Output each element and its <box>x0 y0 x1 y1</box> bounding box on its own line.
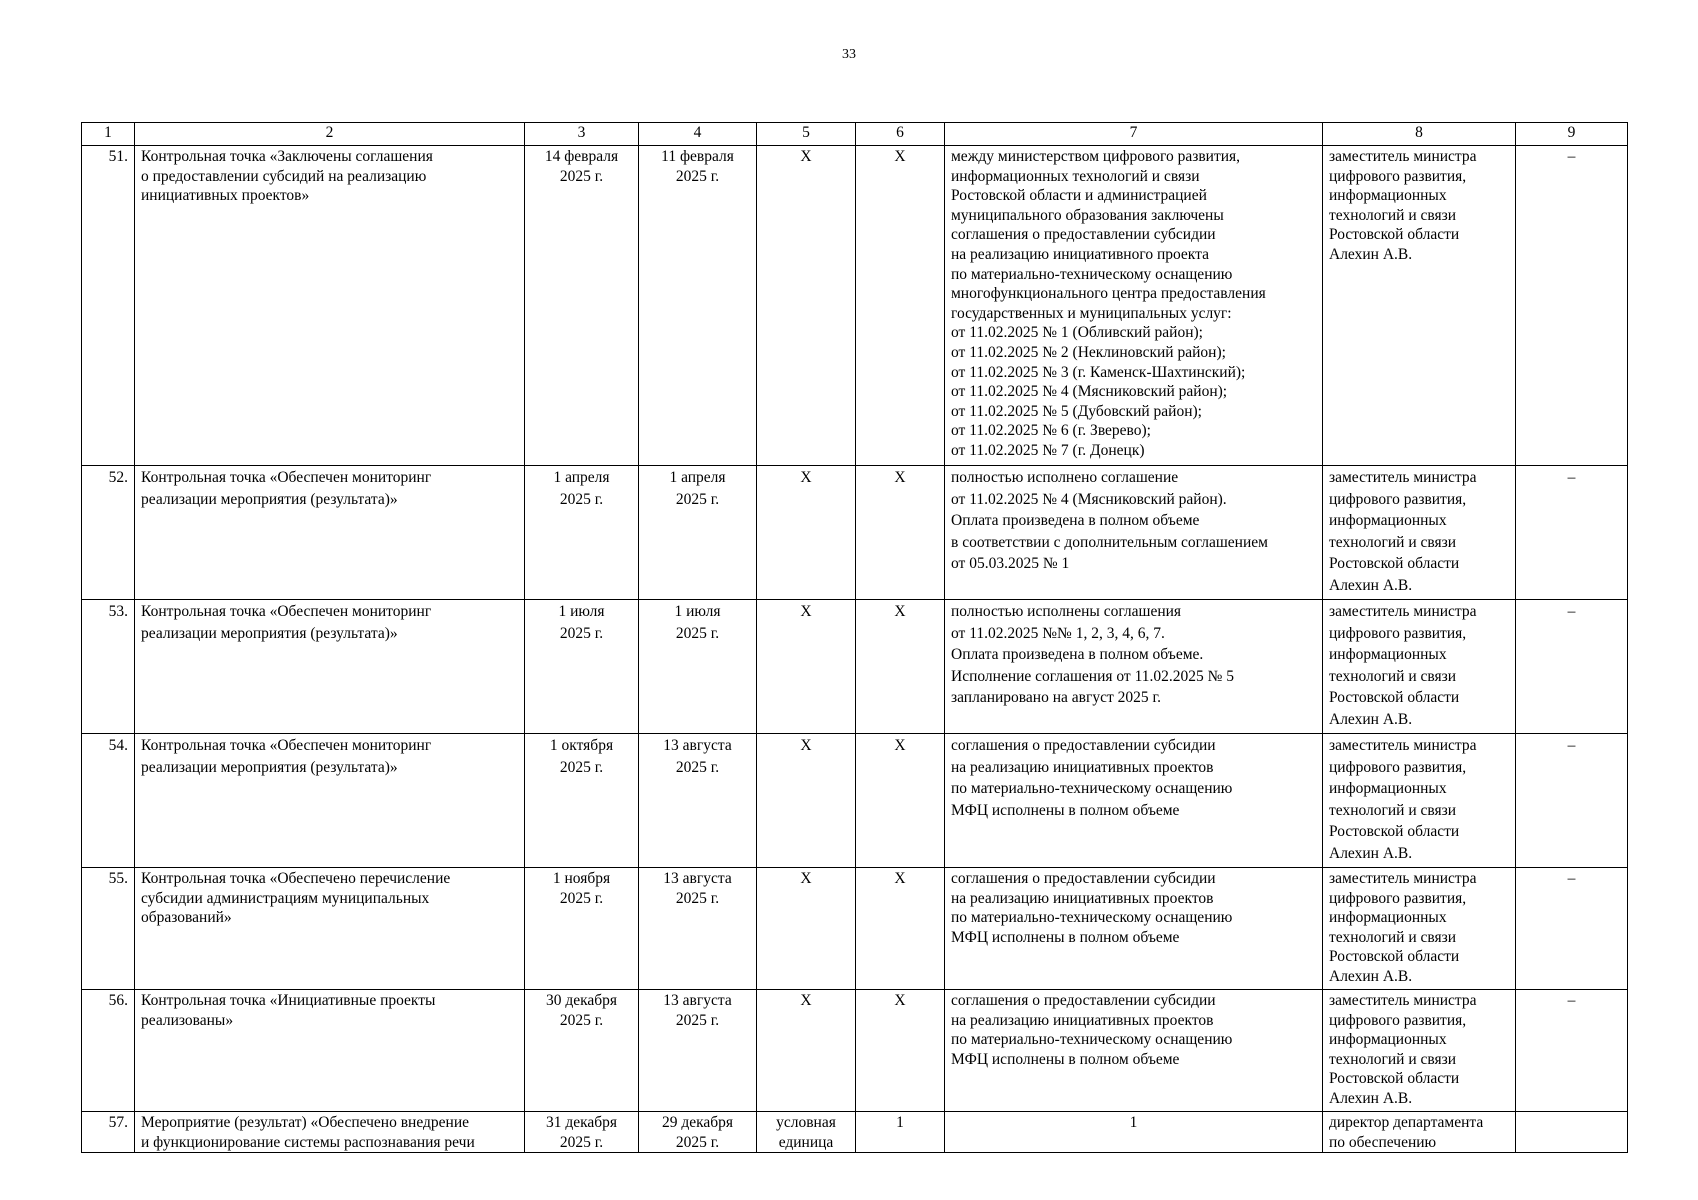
cell-line: Ростовской области и администрацией <box>951 187 1207 205</box>
unit-cell <box>757 734 856 868</box>
cell-line: 11 февраля <box>661 148 734 165</box>
cell-text: 1 <box>896 1114 904 1131</box>
cell-line: цифрового развития, <box>1329 758 1467 776</box>
cell-line: 1 июля <box>674 603 721 620</box>
cell-line: цифрового развития, <box>1329 490 1467 508</box>
cell-line: 2025 г. <box>675 1011 720 1029</box>
fact-date-cell <box>639 600 757 734</box>
name-cell <box>135 990 525 1112</box>
cell-line: 2025 г. <box>559 624 604 642</box>
cell-line: информационных <box>1329 1031 1447 1049</box>
plan-value-cell <box>856 990 945 1112</box>
table-row <box>82 146 1628 466</box>
cell-line: между министерством цифрового развития, <box>951 148 1241 165</box>
cell-line: от 11.02.2025 № 7 (г. Донецк) <box>951 441 1145 459</box>
cell-line: заместитель министра <box>1329 992 1477 1009</box>
col9-cell <box>1516 146 1628 466</box>
cell-line: заместитель министра <box>1329 148 1477 165</box>
cell-line: от 05.03.2025 № 1 <box>951 555 1070 572</box>
cell-line: о предоставлении субсидий на реализацию <box>141 167 427 185</box>
name-cell <box>135 600 525 734</box>
cell-text: 54. <box>108 737 128 754</box>
cell-line: 1 октября <box>549 737 614 754</box>
col9-cell <box>1516 868 1628 990</box>
cell-line: Алехин А.В. <box>1329 1089 1413 1107</box>
cell-line: Исполнение соглашения от 11.02.2025 № 5 <box>951 667 1235 685</box>
cell-line: полностью исполнены соглашения <box>951 603 1182 620</box>
row-number-cell <box>82 466 135 600</box>
cell-line: Контрольная точка «Обеспечен мониторинг <box>141 469 432 486</box>
cell-line: информационных <box>1329 909 1447 927</box>
table-row <box>82 466 1628 600</box>
cell-line: 1 апреля <box>669 469 726 486</box>
header-cell: 6 <box>856 123 945 146</box>
header-cell: 1 <box>82 123 135 146</box>
name-cell <box>135 868 525 990</box>
cell-line: по материально-техническому оснащению <box>951 1031 1233 1049</box>
responsible-cell <box>1323 990 1516 1112</box>
cell-line: информационных технологий и связи <box>951 167 1200 185</box>
cell-line: образований» <box>141 909 232 927</box>
table-row <box>82 1112 1628 1153</box>
plan-date-cell <box>525 146 639 466</box>
cell-line: Алехин А.В. <box>1329 245 1413 263</box>
cell-text: 53. <box>108 603 128 620</box>
cell-line: на реализацию инициативных проектов <box>951 889 1214 907</box>
cell-line: государственных и муниципальных услуг: <box>951 304 1232 322</box>
cell-text: – <box>1567 992 1576 1009</box>
cell-line: 31 декабря <box>545 1114 618 1131</box>
cell-line: цифрового развития, <box>1329 889 1467 907</box>
responsible-cell <box>1323 146 1516 466</box>
cell-line: цифрового развития, <box>1329 1011 1467 1029</box>
cell-text: – <box>1567 148 1576 165</box>
cell-line: 2025 г. <box>559 490 604 508</box>
cell-line: информационных <box>1329 512 1447 529</box>
cell-line: на реализацию инициативных проектов <box>951 1011 1214 1029</box>
cell-line: технологий и связи <box>1329 928 1457 946</box>
cell-line: соглашения о предоставлении субсидии <box>951 992 1216 1009</box>
cell-line: соглашения о предоставлении субсидии <box>951 226 1216 244</box>
result-cell <box>945 734 1323 868</box>
cell-line: Контрольная точка «Заключены соглашения <box>141 148 433 165</box>
header-cell: 7 <box>945 123 1323 146</box>
col9-cell <box>1516 1112 1628 1153</box>
cell-line: реализации мероприятия (результата)» <box>141 490 398 508</box>
cell-line: 2025 г. <box>559 889 604 907</box>
name-cell <box>135 1112 525 1153</box>
cell-line: от 11.02.2025 № 1 (Обливский район); <box>951 324 1203 342</box>
cell-line: технологий и связи <box>1329 801 1457 819</box>
cell-line: 2025 г. <box>675 490 720 508</box>
cell-line: в соответствии с дополнительным соглашением <box>951 533 1268 551</box>
report-table <box>81 122 1628 1153</box>
cell-line: Контрольная точка «Инициативные проекты <box>141 992 436 1009</box>
cell-line: 2025 г. <box>675 1133 720 1151</box>
cell-line: информационных <box>1329 780 1447 797</box>
responsible-cell <box>1323 1112 1516 1153</box>
cell-line: по материально-техническому оснащению <box>951 780 1233 797</box>
responsible-cell <box>1323 734 1516 868</box>
cell-line: и функционирование системы распознавания речи <box>141 1133 475 1151</box>
cell-line: Ростовской области <box>1329 555 1460 572</box>
cell-line: X <box>800 469 812 486</box>
fact-date-cell <box>639 466 757 600</box>
plan-date-cell <box>525 990 639 1112</box>
cell-line: технологий и связи <box>1329 1050 1457 1068</box>
plan-date-cell <box>525 600 639 734</box>
cell-line: 2025 г. <box>559 1133 604 1151</box>
cell-line: 1 июля <box>558 603 605 620</box>
cell-text: 57. <box>108 1114 128 1131</box>
cell-line: Контрольная точка «Обеспечен мониторинг <box>141 737 432 754</box>
fact-date-cell <box>639 146 757 466</box>
cell-line: по материально-техническому оснащению <box>951 265 1233 283</box>
cell-line: Алехин А.В. <box>1329 967 1413 985</box>
cell-line: от 11.02.2025 № 4 (Мясниковский район); <box>951 383 1228 401</box>
cell-line: многофункционального центра предоставления <box>951 285 1266 303</box>
unit-cell <box>757 990 856 1112</box>
result-cell <box>945 868 1323 990</box>
plan-date-cell <box>525 734 639 868</box>
cell-line: реализации мероприятия (результата)» <box>141 624 398 642</box>
cell-line: Ростовской области <box>1329 1070 1460 1088</box>
plan-value-cell <box>856 734 945 868</box>
result-cell <box>945 600 1323 734</box>
plan-date-cell <box>525 868 639 990</box>
cell-line: Ростовской области <box>1329 226 1460 244</box>
row-number-cell <box>82 990 135 1112</box>
cell-line: МФЦ исполнены в полном объеме <box>951 801 1180 819</box>
cell-line: 2025 г. <box>675 624 720 642</box>
cell-line: технологий и связи <box>1329 206 1457 224</box>
plan-value-cell <box>856 1112 945 1153</box>
cell-line: реализации мероприятия (результата)» <box>141 758 398 776</box>
responsible-cell <box>1323 600 1516 734</box>
cell-line: технологий и связи <box>1329 667 1457 685</box>
cell-line: цифрового развития, <box>1329 624 1467 642</box>
plan-value-cell <box>856 146 945 466</box>
row-number-cell <box>82 600 135 734</box>
cell-line: МФЦ исполнены в полном объеме <box>951 1050 1180 1068</box>
cell-text: X <box>894 870 906 887</box>
cell-line: инициативных проектов» <box>141 187 310 205</box>
cell-line: запланировано на август 2025 г. <box>951 689 1161 706</box>
cell-line: информационных <box>1329 187 1447 205</box>
cell-line: субсидии администрациям муниципальных <box>141 889 430 907</box>
cell-line: от 11.02.2025 № 3 (г. Каменск-Шахтинский); <box>951 363 1246 381</box>
row-number-cell <box>82 146 135 466</box>
name-cell <box>135 734 525 868</box>
row-number-cell <box>82 868 135 990</box>
cell-text: 56. <box>108 992 128 1009</box>
cell-line: 1 <box>1129 1114 1138 1131</box>
cell-line: от 11.02.2025 № 6 (г. Зверево); <box>951 422 1151 440</box>
responsible-cell <box>1323 466 1516 600</box>
cell-line: на реализацию инициативных проектов <box>951 758 1214 776</box>
cell-text: X <box>894 737 906 754</box>
cell-line: Мероприятие (результат) «Обеспечено внедрение <box>141 1114 469 1131</box>
cell-line: Алехин А.В. <box>1329 576 1413 594</box>
cell-line: 2025 г. <box>675 758 720 776</box>
cell-line: заместитель министра <box>1329 737 1477 754</box>
cell-line: Оплата произведена в полном объеме <box>951 512 1200 529</box>
cell-line: 13 августа <box>663 737 732 754</box>
col9-cell <box>1516 734 1628 868</box>
cell-line: от 11.02.2025 № 5 (Дубовский район); <box>951 402 1202 420</box>
cell-line: муниципального образования заключены <box>951 206 1224 224</box>
cell-line: Алехин А.В. <box>1329 844 1413 862</box>
cell-line: МФЦ исполнены в полном объеме <box>951 928 1180 946</box>
table-row <box>82 990 1628 1112</box>
cell-line: по материально-техническому оснащению <box>951 909 1233 927</box>
cell-line: Ростовской области <box>1329 689 1460 706</box>
cell-line: директор департамента <box>1329 1114 1484 1131</box>
cell-text: – <box>1567 870 1576 887</box>
cell-line: 2025 г. <box>559 758 604 776</box>
col9-cell <box>1516 600 1628 734</box>
cell-line: 2025 г. <box>675 889 720 907</box>
row-number-cell <box>82 1112 135 1153</box>
col9-cell <box>1516 990 1628 1112</box>
cell-line: 1 апреля <box>553 469 610 486</box>
cell-line: по обеспечению <box>1329 1133 1437 1151</box>
cell-line: заместитель министра <box>1329 469 1477 486</box>
cell-line: Контрольная точка «Обеспечен мониторинг <box>141 603 432 620</box>
cell-line: Ростовской области <box>1329 948 1460 966</box>
header-row <box>82 123 1628 146</box>
cell-line: полностью исполнено соглашение <box>951 469 1179 486</box>
cell-line: информационных <box>1329 646 1447 663</box>
fact-date-cell <box>639 868 757 990</box>
result-cell <box>945 466 1323 600</box>
fact-date-cell <box>639 734 757 868</box>
unit-cell <box>757 146 856 466</box>
col9-cell <box>1516 466 1628 600</box>
unit-cell <box>757 466 856 600</box>
cell-line: 2025 г. <box>675 167 720 185</box>
cell-line: от 11.02.2025 № 4 (Мясниковский район). <box>951 490 1227 508</box>
cell-line: 2025 г. <box>559 1011 604 1029</box>
cell-line: реализованы» <box>141 1011 234 1029</box>
header-cell: 4 <box>639 123 757 146</box>
cell-line: 2025 г. <box>559 167 604 185</box>
plan-date-cell <box>525 1112 639 1153</box>
cell-line: от 11.02.2025 №№ 1, 2, 3, 4, 6, 7. <box>951 624 1165 642</box>
cell-line: X <box>800 992 812 1009</box>
cell-line: 29 декабря <box>661 1114 734 1131</box>
cell-line: условная <box>776 1114 836 1131</box>
cell-text: X <box>894 469 906 486</box>
cell-line: на реализацию инициативного проекта <box>951 245 1209 263</box>
unit-cell <box>757 868 856 990</box>
cell-text: 52. <box>108 469 128 486</box>
cell-line: 1 ноября <box>552 870 611 887</box>
cell-line: 14 февраля <box>544 148 619 165</box>
header-cell: 5 <box>757 123 856 146</box>
cell-text: – <box>1567 469 1576 486</box>
name-cell <box>135 146 525 466</box>
cell-line: единица <box>778 1133 834 1151</box>
cell-line: Оплата произведена в полном объеме. <box>951 646 1204 663</box>
cell-line: 13 августа <box>663 992 732 1009</box>
plan-value-cell <box>856 466 945 600</box>
table-row <box>82 600 1628 734</box>
cell-line: X <box>800 870 812 887</box>
result-cell <box>945 1112 1323 1153</box>
cell-line: Алехин А.В. <box>1329 710 1413 728</box>
plan-value-cell <box>856 600 945 734</box>
row-number-cell <box>82 734 135 868</box>
cell-text: – <box>1567 737 1576 754</box>
name-cell <box>135 466 525 600</box>
header-cell: 9 <box>1516 123 1628 146</box>
table-row <box>82 868 1628 990</box>
cell-line: 13 августа <box>663 870 732 887</box>
responsible-cell <box>1323 868 1516 990</box>
header-cell: 3 <box>525 123 639 146</box>
cell-text: X <box>894 992 906 1009</box>
cell-line: X <box>800 737 812 754</box>
cell-text: 51. <box>108 148 128 165</box>
cell-line: X <box>800 603 812 620</box>
cell-line: от 11.02.2025 № 2 (Неклиновский район); <box>951 343 1226 361</box>
result-cell <box>945 146 1323 466</box>
unit-cell <box>757 600 856 734</box>
header-cell: 2 <box>135 123 525 146</box>
fact-date-cell <box>639 990 757 1112</box>
cell-text: X <box>894 148 906 165</box>
cell-line: Ростовской области <box>1329 823 1460 840</box>
cell-line: соглашения о предоставлении субсидии <box>951 870 1216 887</box>
fact-date-cell <box>639 1112 757 1153</box>
cell-text: – <box>1567 603 1576 620</box>
unit-cell <box>757 1112 856 1153</box>
page-number: 33 <box>842 47 856 62</box>
table-row <box>82 734 1628 868</box>
header-cell: 8 <box>1323 123 1516 146</box>
cell-line: заместитель министра <box>1329 870 1477 887</box>
cell-line: соглашения о предоставлении субсидии <box>951 737 1216 754</box>
cell-text: 55. <box>108 870 128 887</box>
result-cell <box>945 990 1323 1112</box>
plan-value-cell <box>856 868 945 990</box>
cell-line: технологий и связи <box>1329 533 1457 551</box>
cell-line: 30 декабря <box>545 992 618 1009</box>
cell-line: X <box>800 148 812 165</box>
cell-text: X <box>894 603 906 620</box>
cell-line: заместитель министра <box>1329 603 1477 620</box>
plan-date-cell <box>525 466 639 600</box>
cell-line: Контрольная точка «Обеспечено перечисление <box>141 870 451 887</box>
cell-line: цифрового развития, <box>1329 167 1467 185</box>
